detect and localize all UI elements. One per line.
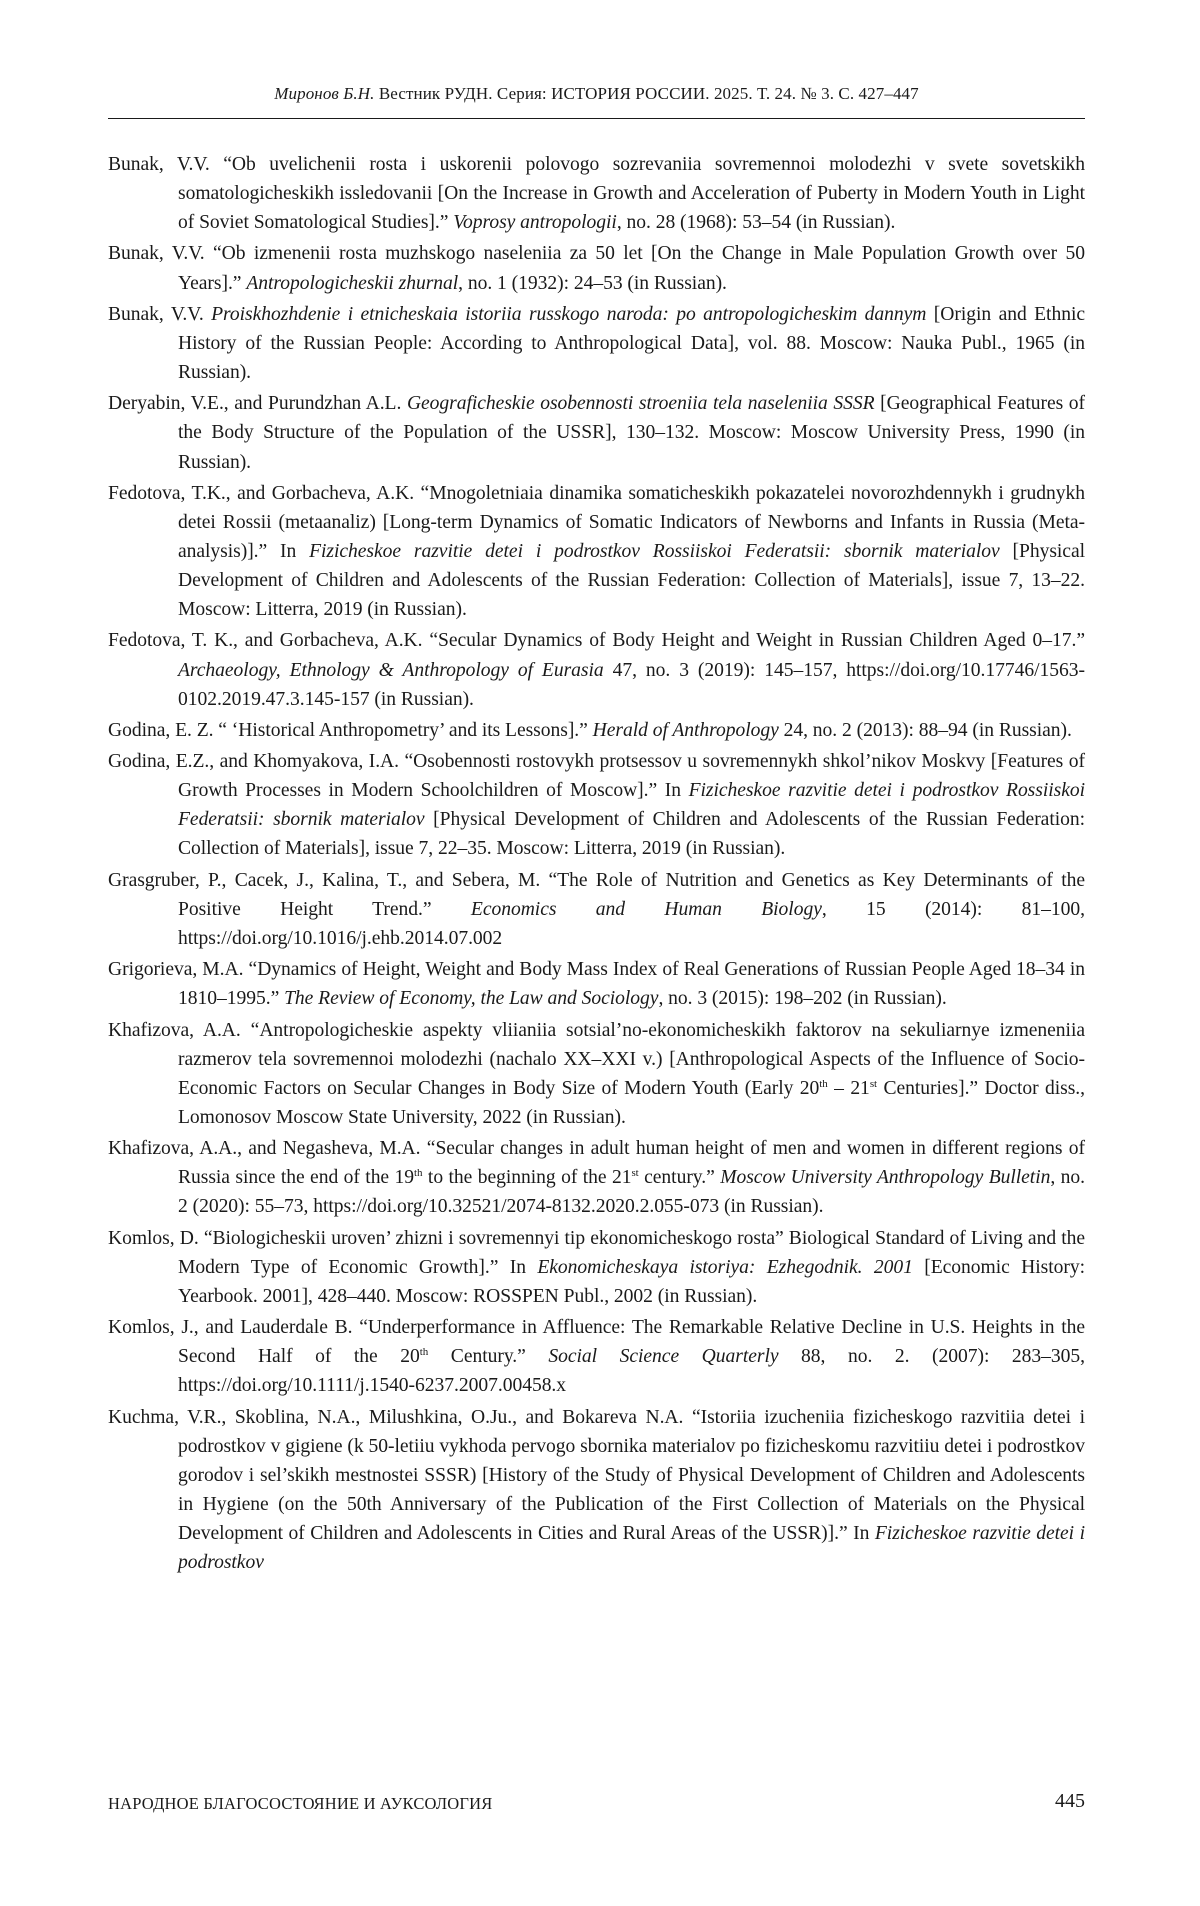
reference-title: Geograficheskie osobennosti stroeniia tela naseleniia SSSR (407, 393, 875, 414)
reference-text: [Economic History: Yearbook. 2001], 428–440. Moscow: ROSSPEN Publ., 2002 (in Russian). (178, 1257, 1085, 1307)
reference-text: century.” (639, 1167, 721, 1188)
reference-title: Economics and Human Biology (471, 899, 822, 920)
reference-text: , no. 2 (2020): 55–73, https://doi.org/10.32521/2074-8132.2020.2.055-073 (in Russian). (178, 1167, 1085, 1217)
reference-entry (108, 1016, 1085, 1132)
page-number: 445 (1055, 1790, 1085, 1813)
reference-text: Bunak, V.V. “Ob uvelichenii rosta i uskorenii polovogo sozrevaniia sovremennoi molodezhi v svete sovetskikh somatologicheskikh issledovanii [On the Increase in Growth and Acceleration of Puberty in Modern Youth in Light of Soviet Somatological Studies].” (108, 154, 1085, 233)
reference-entry (108, 716, 1085, 745)
reference-title: Social Science Quarterly (548, 1346, 778, 1367)
header-rule (108, 118, 1085, 119)
reference-entry (108, 239, 1085, 297)
reference-superscript: th (819, 1078, 827, 1090)
reference-entry (108, 1134, 1085, 1221)
reference-superscript: th (414, 1167, 422, 1179)
reference-text: Komlos, J., and Lauderdale B. “Underperformance in Affluence: The Remarkable Relative Decline in U.S. Heights in the Second Half of the 20 (108, 1317, 1085, 1367)
reference-list (108, 150, 1085, 1579)
reference-text: Bunak, V.V. “Ob izmenenii rosta muzhskogo naseleniia za 50 let [On the Change in Male Population Growth over 50 Years].” (108, 243, 1085, 293)
reference-text: , 15 (2014): 81–100, https://doi.org/10.1016/j.ehb.2014.07.002 (178, 899, 1085, 949)
reference-entry (108, 1313, 1085, 1400)
page (108, 0, 1085, 1906)
reference-text: Centuries].” Doctor diss., Lomonosov Moscow State University, 2022 (in Russian). (178, 1078, 1085, 1128)
reference-superscript: st (631, 1167, 638, 1179)
running-head-citation: Вестник РУДН. Серия: ИСТОРИЯ РОССИИ. 2025. Т. 24. № 3. С. 427–447 (374, 84, 918, 103)
reference-title: Archaeology, Ethnology & Anthropology of Eurasia (178, 660, 604, 681)
reference-title: Moscow University Anthropology Bulletin (720, 1167, 1050, 1188)
reference-text: Fedotova, T.K., and Gorbacheva, A.K. “Mnogoletniaia dinamika somaticheskikh pokazatelei novorozhdennykh i grudnykh detei Rossii (metaanaliz) [Long-term Dynamics of Somatic Indicators of Newborns and Infants in Russia (Meta-analysis)].” In (108, 483, 1085, 562)
reference-text: – 21 (828, 1078, 870, 1099)
reference-text: Deryabin, V.E., and Purundzhan A.L. (108, 393, 407, 414)
reference-entry (108, 150, 1085, 237)
reference-title: Herald of Anthropology (593, 720, 779, 741)
reference-title: Ekonomicheskaya istoriya: Ezhegodnik. 2001 (537, 1257, 913, 1278)
running-head (108, 84, 1085, 104)
reference-text: Grigorieva, M.A. “Dynamics of Height, Weight and Body Mass Index of Real Generations of Russian People Aged 18–34 in 1810–1995.” (108, 959, 1085, 1009)
reference-entry (108, 866, 1085, 953)
reference-text: to the beginning of the 21 (422, 1167, 631, 1188)
reference-text: Godina, E. Z. “ ‘Historical Anthropometry’ and its Lessons].” (108, 720, 593, 741)
reference-title: The Review of Economy, the Law and Sociology (284, 988, 658, 1009)
reference-text: Khafizova, A.A. “Antropologicheskie aspekty vliianiia sotsial’no-ekonomicheskikh faktorov na sekuliarnye izmeneniia razmerov tela sovremennoi molodezhi (nachalo XX–XXI v.) [Anthropological Aspects of the Influence of Socio-Economic Factors on Secular Changes in Body Size of Modern Youth (Early 20 (108, 1020, 1085, 1099)
footer-section-title: НАРОДНОЕ БЛАГОСОСТОЯНИЕ И АУКСОЛОГИЯ (108, 1794, 492, 1814)
reference-text: , no. 1 (1932): 24–53 (in Russian). (458, 273, 727, 294)
reference-text: 88, no. 2. (2007): 283–305, https://doi.org/10.1111/j.1540-6237.2007.00458.x (178, 1346, 1085, 1396)
reference-text: [Geographical Features of the Body Structure of the Population of the USSR], 130–132. Moscow: Moscow University Press, 1990 (in Russian). (178, 393, 1085, 472)
reference-entry (108, 626, 1085, 713)
reference-text: Godina, E.Z., and Khomyakova, I.A. “Osobennosti rostovykh protsessov u sovremennykh shkol’nikov Moskvy [Features of Growth Processes in Modern Schoolchildren of Moscow].” In (108, 751, 1085, 801)
reference-superscript: st (870, 1078, 877, 1090)
reference-title: Antropologicheskii zhurnal (246, 273, 458, 294)
reference-title: Fizicheskoe razvitie detei i podrostkov Rossiiskoi Federatsii: sbornik materialov (309, 541, 1000, 562)
footer (108, 1790, 1085, 1820)
reference-text: [Physical Development of Children and Adolescents of the Russian Federation: Collection of Materials], issue 7, 22–35. Moscow: Litterra, 2019 (in Russian). (178, 809, 1085, 859)
running-head-author: Миронов Б.Н. (274, 84, 374, 103)
reference-text: , no. 3 (2015): 198–202 (in Russian). (658, 988, 946, 1009)
reference-title: Voprosy antropologii (453, 212, 617, 233)
reference-title: Fizicheskoe razvitie detei i podrostkov Rossiiskoi Federatsii: sbornik materialov (178, 780, 1085, 830)
reference-entry (108, 1403, 1085, 1578)
reference-text: [Physical Development of Children and Adolescents of the Russian Federation: Collection of Materials], issue 7, 13–22. Moscow: Litterra, 2019 (in Russian). (178, 541, 1085, 620)
reference-text: Century.” (428, 1346, 548, 1367)
reference-text: [Origin and Ethnic History of the Russian People: According to Anthropological Data], vol. 88. Moscow: Nauka Publ., 1965 (in Russian). (178, 304, 1085, 383)
reference-text: Bunak, V.V. (108, 304, 211, 325)
reference-superscript: th (420, 1346, 428, 1358)
reference-title: Proiskhozhdenie i etnicheskaia istoriia russkogo naroda: po antropologicheskim dannym (211, 304, 926, 325)
reference-text: , no. 28 (1968): 53–54 (in Russian). (617, 212, 895, 233)
reference-entry (108, 955, 1085, 1013)
reference-text: Fedotova, T. K., and Gorbacheva, A.K. “Secular Dynamics of Body Height and Weight in Russian Children Aged 0–17.” (108, 630, 1085, 651)
reference-entry (108, 479, 1085, 624)
reference-entry (108, 747, 1085, 863)
reference-entry (108, 300, 1085, 387)
reference-entry (108, 1224, 1085, 1311)
reference-entry (108, 389, 1085, 476)
reference-title: Fizicheskoe razvitie detei i podrostkov (178, 1523, 1085, 1573)
reference-text: Kuchma, V.R., Skoblina, N.A., Milushkina, O.Ju., and Bokareva N.A. “Istoriia izucheniia fizicheskogo razvitiia detei i podrostkov v gigiene (k 50-letiiu vykhoda pervogo sbornika materialov po fizicheskomu razvitiiu detei i podrostkov gorodov i sel’skikh mestnostei SSSR) [History of the Study of Physical Development of Children and Adolescents in Hygiene (on the 50th Anniversary of the Publication of the First Collection of Materials on the Physical Development of Children and Adolescents in Cities and Rural Areas of the USSR)].” In (108, 1407, 1085, 1544)
reference-text: Grasgruber, P., Cacek, J., Kalina, T., and Sebera, M. “The Role of Nutrition and Genetics as Key Determinants of the Positive Height Trend.” (108, 870, 1085, 920)
reference-text: Komlos, D. “Biologicheskii uroven’ zhizni i sovremennyi tip ekonomicheskogo rosta” Biological Standard of Living and the Modern Type of Economic Growth].” In (108, 1228, 1085, 1278)
reference-text: 24, no. 2 (2013): 88–94 (in Russian). (779, 720, 1072, 741)
reference-text: 47, no. 3 (2019): 145–157, https://doi.org/10.17746/1563-0102.2019.47.3.145-157 (in Russian). (178, 660, 1085, 710)
reference-text: Khafizova, A.A., and Negasheva, M.A. “Secular changes in adult human height of men and women in different regions of Russia since the end of the 19 (108, 1138, 1085, 1188)
